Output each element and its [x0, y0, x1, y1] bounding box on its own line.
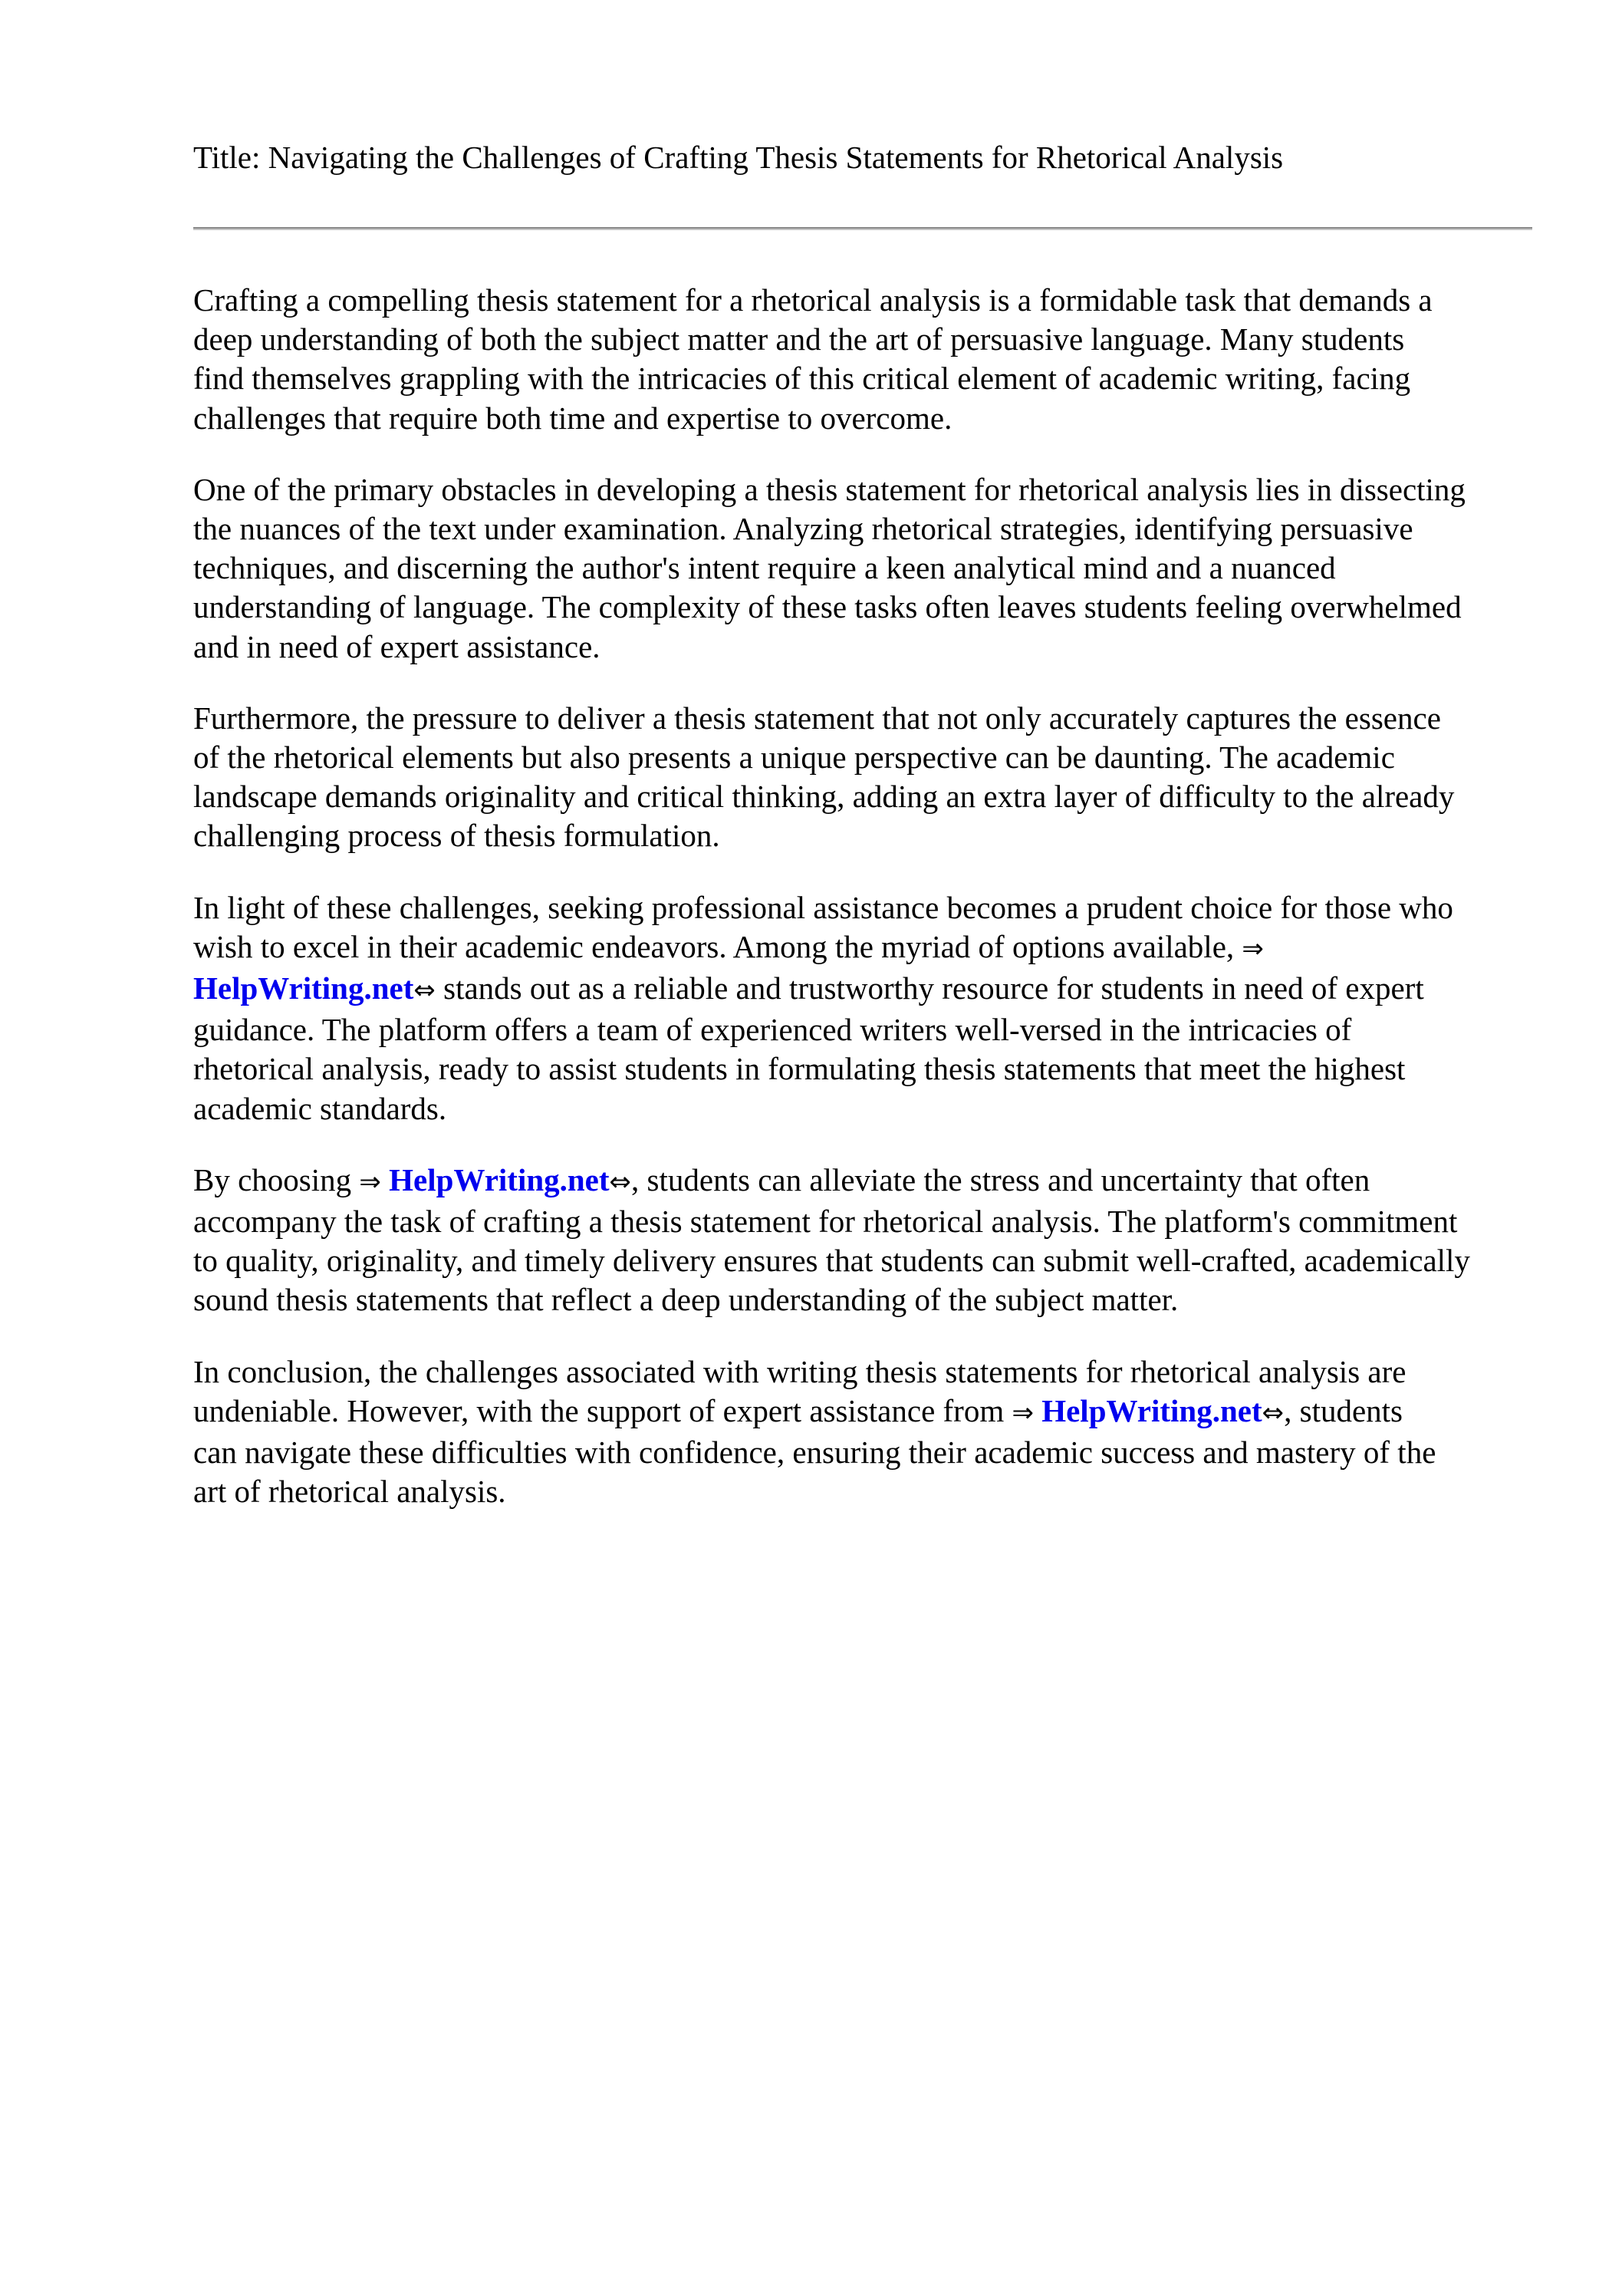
text-segment: stands out as a reliable and trustworthy resource for students in need of expert [435, 970, 1424, 1006]
text-segment: In conclusion, the challenges associated with writing thesis statements for rhetorical analysis are [193, 1353, 1407, 1389]
text-segment: to quality, originality, and timely delivery ensures that students can submit well-crafted, academically [193, 1243, 1470, 1279]
text-segment: the nuances of the text under examination. Analyzing rhetorical strategies, identifying persuasive [193, 511, 1413, 547]
text-line [193, 1352, 1558, 1392]
text-segment: landscape demands originality and critical thinking, adding an extra layer of difficulty to the already [193, 779, 1455, 815]
text-line [193, 628, 1558, 667]
text-segment: of the rhetorical elements but also presents a unique perspective can be daunting. The academic [193, 740, 1395, 776]
text-segment [381, 1162, 389, 1197]
text-line [193, 1161, 1558, 1202]
text-line [193, 1010, 1558, 1049]
text-segment: understanding of language. The complexity of these tasks often leaves students feeling overwhelmed [193, 589, 1462, 625]
text-line [193, 927, 1558, 969]
text-segment: challenging process of thesis formulation. [193, 818, 720, 854]
text-line [193, 320, 1558, 359]
text-segment: rhetorical analysis, ready to assist students in formulating thesis statements that meet the highest [193, 1051, 1406, 1087]
text-segment: techniques, and discerning the author's intent require a keen analytical mind and a nuanced [193, 550, 1336, 586]
text-line [193, 470, 1558, 509]
text-line [193, 816, 1558, 855]
left-right-arrow-icon: ⇔ [609, 1166, 632, 1197]
text-segment: undeniable. However, with the support of expert assistance from [193, 1392, 1012, 1428]
text-segment: and in need of expert assistance. [193, 628, 600, 664]
text-line [193, 969, 1558, 1010]
text-segment: , students [1284, 1392, 1403, 1428]
text-segment: One of the primary obstacles in developing a thesis statement for rhetorical analysis lies in dissecting [193, 471, 1466, 507]
text-line [193, 399, 1558, 438]
text-line [193, 588, 1558, 627]
right-arrow-icon: ⇒ [359, 1166, 381, 1197]
paragraph [193, 281, 1558, 438]
text-segment: can navigate these difficulties with confidence, ensuring their academic success and mastery of the [193, 1435, 1436, 1471]
text-line [193, 548, 1558, 588]
left-right-arrow-icon: ⇔ [1262, 1397, 1285, 1428]
text-segment: guidance. The platform offers a team of experienced writers well-versed in the intricacies of [193, 1012, 1352, 1048]
paragraph [193, 1161, 1558, 1320]
document-body [193, 281, 1558, 1543]
helpwriting-link[interactable]: HelpWriting.net [193, 970, 414, 1006]
text-line [193, 1089, 1558, 1128]
text-segment: challenges that require both time and expertise to overcome. [193, 400, 952, 436]
helpwriting-link[interactable]: HelpWriting.net [1041, 1392, 1262, 1428]
right-arrow-icon: ⇒ [1012, 1397, 1034, 1428]
text-line [193, 777, 1558, 816]
right-arrow-icon: ⇒ [1242, 933, 1264, 964]
text-segment: accompany the task of crafting a thesis statement for rhetorical analysis. The platform's commitment [193, 1204, 1458, 1240]
left-right-arrow-icon: ⇔ [413, 975, 436, 1006]
paragraph [193, 888, 1558, 1128]
text-line [193, 888, 1558, 927]
text-line [193, 699, 1558, 738]
text-segment: By choosing [193, 1161, 360, 1197]
paragraph [193, 1352, 1558, 1512]
helpwriting-link[interactable]: HelpWriting.net [389, 1161, 610, 1197]
text-line [193, 359, 1558, 398]
text-line [193, 738, 1558, 777]
text-segment: , students can alleviate the stress and uncertainty that often [631, 1161, 1370, 1197]
text-segment: In light of these challenges, seeking professional assistance becomes a prudent choice for those who [193, 889, 1453, 925]
text-line [193, 1392, 1558, 1433]
text-segment: Furthermore, the pressure to deliver a thesis statement that not only accurately captures the essence [193, 700, 1441, 736]
text-segment: Crafting a compelling thesis statement for a rhetorical analysis is a formidable task that demands a [193, 282, 1433, 318]
text-segment: academic standards. [193, 1090, 447, 1126]
text-segment: art of rhetorical analysis. [193, 1474, 506, 1510]
document-title: Title: Navigating the Challenges of Crafting Thesis Statements for Rhetorical Analysis [193, 140, 1284, 175]
text-line [193, 281, 1558, 320]
paragraph [193, 699, 1558, 856]
text-line [193, 1202, 1558, 1241]
text-segment: find themselves grappling with the intricacies of this critical element of academic writing, facing [193, 361, 1411, 397]
text-segment: deep understanding of both the subject matter and the art of persuasive language. Many students [193, 321, 1405, 357]
text-line [193, 509, 1558, 548]
text-line [193, 1433, 1558, 1472]
text-line [193, 1472, 1558, 1511]
text-segment [1034, 1393, 1041, 1428]
text-line [193, 1049, 1558, 1089]
text-line [193, 1241, 1558, 1280]
text-line [193, 1280, 1558, 1319]
horizontal-divider [193, 227, 1532, 230]
text-segment: sound thesis statements that reflect a deep understanding of the subject matter. [193, 1282, 1179, 1318]
paragraph [193, 470, 1558, 667]
text-segment: wish to excel in their academic endeavors. Among the myriad of options available, [193, 928, 1242, 964]
